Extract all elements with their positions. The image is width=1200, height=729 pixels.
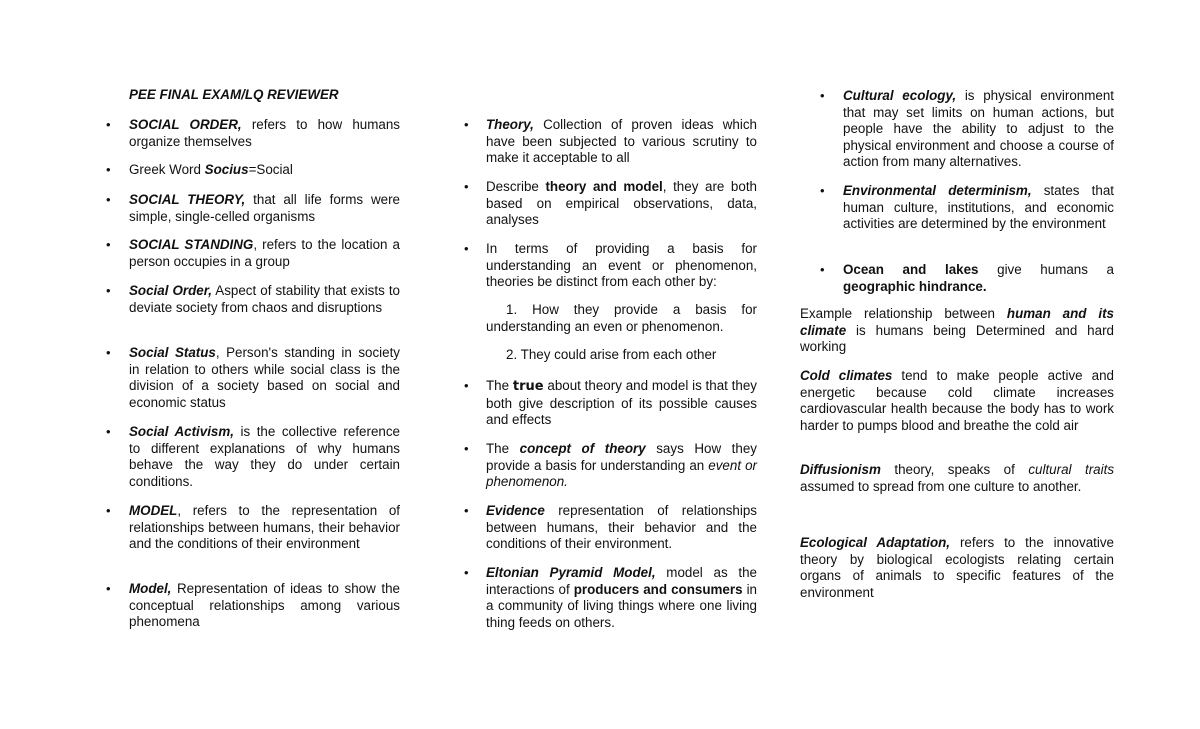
paragraph: Ecological Adaptation, refers to the innovative theory by biological ecologists relating certain organs of animals to specific features of the environment — [800, 535, 1114, 600]
bullet-icon: • — [106, 345, 111, 360]
list-item: Describe theory and model, they are both based on empirical observations, data, analyses — [486, 179, 757, 228]
list-item: Model, Representation of ideas to show the conceptual relationships among various phenomena — [129, 581, 400, 630]
list-item: Social Activism, is the collective reference to different explanations of why humans behave the way they do under certain conditions. — [129, 424, 401, 489]
bullet-icon: • — [106, 424, 111, 439]
bullet-icon: • — [464, 378, 469, 393]
bullet-icon: • — [464, 179, 469, 194]
list-item: Cultural ecology, is physical environment that may set limits on human actions, but people have the ability to adjust to the physical environment and choose a course of action from many alternatives. — [843, 88, 1114, 170]
list-item: Greek Word Socius=Social — [129, 162, 293, 177]
list-item: Theory, Collection of proven ideas which have been subjected to various scrutiny to make it acceptable to all — [486, 117, 757, 166]
list-item: Evidence representation of relationships between humans, their behavior and the conditions of their environment. — [486, 503, 757, 552]
bullet-icon: • — [464, 441, 469, 456]
bullet-icon: • — [464, 503, 469, 518]
bullet-icon: • — [820, 183, 825, 198]
bullet-icon: • — [106, 117, 111, 132]
bullet-icon: • — [820, 88, 825, 103]
paragraph: Diffusionism theory, speaks of cultural traits assumed to spread from one culture to another. — [800, 462, 1115, 494]
paragraph: Cold climates tend to make people active and energetic because cold climate increases cardiovascular health because the body has to work harder to pumps blood and breathe the cold air — [800, 368, 1114, 433]
bullet-icon: • — [464, 117, 469, 132]
paragraph: Example relationship between human and its climate is humans being Determined and hard working — [800, 306, 1114, 355]
list-item: The true about theory and model is that they both give description of its possible causes and effects — [486, 378, 757, 428]
list-item: SOCIAL THEORY, that all life forms were simple, single-celled organisms — [129, 192, 401, 224]
bullet-icon: • — [106, 162, 111, 177]
list-item: Social Order, Aspect of stability that exists to deviate society from chaos and disruptions — [129, 283, 400, 315]
list-item: SOCIAL ORDER, refers to how humans organize themselves — [129, 117, 400, 149]
bullet-icon: • — [106, 581, 111, 596]
bullet-icon: • — [106, 237, 111, 252]
list-item: In terms of providing a basis for understanding an event or phenomenon, theories be distinct from each other by: — [486, 241, 757, 290]
document-title: PEE FINAL EXAM/LQ REVIEWER — [129, 87, 339, 102]
bullet-icon: • — [106, 192, 111, 207]
list-item: MODEL, refers to the representation of relationships between humans, their behavior and the conditions of their environment — [129, 503, 400, 552]
bullet-icon: • — [106, 283, 111, 298]
list-item: SOCIAL STANDING, refers to the location a person occupies in a group — [129, 237, 400, 269]
list-item: Social Status, Person's standing in society in relation to others while social class is the division of a society based on social and economic status — [129, 345, 400, 410]
list-item: Environmental determinism, states that human culture, institutions, and economic activities are determined by the environment — [843, 183, 1114, 232]
bullet-icon: • — [464, 565, 469, 580]
list-item: Ocean and lakes give humans a geographic hindrance. — [843, 262, 1115, 294]
bullet-icon: • — [820, 262, 825, 277]
list-item: Eltonian Pyramid Model, model as the interactions of producers and consumers in a community of living things where one living thing feeds on others. — [486, 565, 757, 630]
numbered-item: 1. How they provide a basis for understanding an even or phenomenon. — [486, 302, 757, 334]
bullet-icon: • — [106, 503, 111, 518]
bullet-icon: • — [464, 241, 469, 256]
list-item: The concept of theory says How they provide a basis for understanding an event or phenomenon. — [486, 441, 757, 490]
numbered-item: 2. They could arise from each other — [506, 347, 717, 362]
